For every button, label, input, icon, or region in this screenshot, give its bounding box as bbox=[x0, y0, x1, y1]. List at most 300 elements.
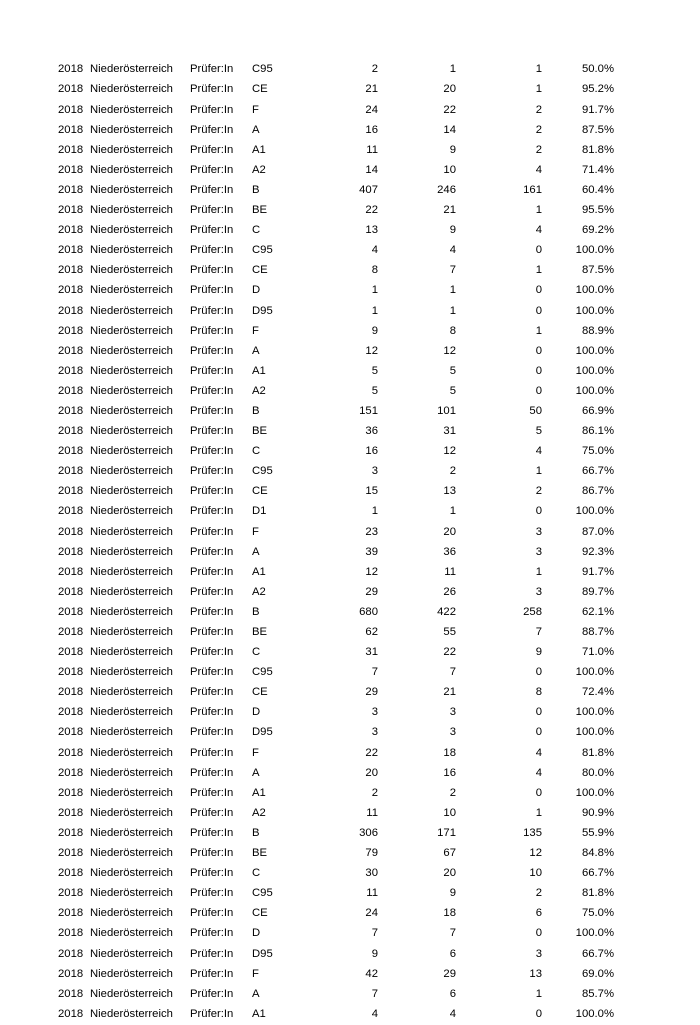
table-row bbox=[58, 1004, 614, 1024]
cell-role: Prüfer:In bbox=[190, 204, 234, 217]
cell-region: Niederösterreich bbox=[90, 947, 173, 960]
cell-pass_rate: 55.9% bbox=[581, 826, 614, 839]
cell-passed: 3 bbox=[449, 706, 456, 719]
cell-total: 4 bbox=[371, 1007, 378, 1020]
cell-role: Prüfer:In bbox=[190, 103, 234, 116]
cell-class: A2 bbox=[252, 806, 266, 819]
cell-region: Niederösterreich bbox=[90, 505, 173, 518]
cell-class: CE bbox=[252, 485, 268, 498]
cell-total: 9 bbox=[371, 324, 378, 337]
cell-region: Niederösterreich bbox=[90, 967, 173, 980]
cell-class: D bbox=[252, 706, 261, 719]
cell-year: 2018 bbox=[58, 143, 84, 156]
cell-class: C bbox=[252, 445, 261, 458]
cell-total: 2 bbox=[371, 63, 378, 76]
cell-pass_rate: 92.3% bbox=[581, 545, 614, 558]
cell-pass_rate: 71.4% bbox=[581, 163, 614, 176]
cell-pass_rate: 91.7% bbox=[581, 565, 614, 578]
cell-pass_rate: 69.2% bbox=[581, 224, 614, 237]
cell-total: 11 bbox=[366, 806, 378, 819]
cell-role: Prüfer:In bbox=[190, 244, 234, 257]
cell-class: A1 bbox=[252, 786, 266, 799]
cell-year: 2018 bbox=[58, 585, 84, 598]
table-row bbox=[58, 60, 614, 80]
cell-region: Niederösterreich bbox=[90, 847, 173, 860]
cell-role: Prüfer:In bbox=[190, 63, 234, 76]
cell-failed: 1 bbox=[535, 565, 542, 578]
cell-class: F bbox=[252, 103, 259, 116]
cell-role: Prüfer:In bbox=[190, 284, 234, 297]
cell-pass_rate: 95.2% bbox=[581, 83, 614, 96]
cell-failed: 2 bbox=[535, 123, 542, 136]
cell-pass_rate: 100.0% bbox=[575, 927, 614, 940]
table-row bbox=[58, 120, 614, 140]
cell-passed: 1 bbox=[449, 63, 456, 76]
table-row bbox=[58, 442, 614, 462]
cell-passed: 9 bbox=[449, 143, 456, 156]
cell-year: 2018 bbox=[58, 766, 84, 779]
cell-role: Prüfer:In bbox=[190, 867, 234, 880]
cell-region: Niederösterreich bbox=[90, 63, 173, 76]
table-row bbox=[58, 382, 614, 402]
cell-pass_rate: 90.9% bbox=[581, 806, 614, 819]
cell-failed: 0 bbox=[535, 786, 542, 799]
cell-class: A2 bbox=[252, 384, 266, 397]
cell-total: 7 bbox=[371, 927, 378, 940]
table-row bbox=[58, 241, 614, 261]
cell-year: 2018 bbox=[58, 204, 84, 217]
cell-role: Prüfer:In bbox=[190, 786, 234, 799]
cell-passed: 246 bbox=[437, 183, 456, 196]
cell-passed: 7 bbox=[449, 666, 456, 679]
cell-year: 2018 bbox=[58, 666, 84, 679]
cell-passed: 31 bbox=[443, 425, 456, 438]
cell-region: Niederösterreich bbox=[90, 344, 173, 357]
cell-passed: 10 bbox=[443, 806, 456, 819]
cell-region: Niederösterreich bbox=[90, 766, 173, 779]
cell-total: 4 bbox=[371, 244, 378, 257]
cell-class: F bbox=[252, 525, 259, 538]
cell-year: 2018 bbox=[58, 445, 84, 458]
cell-failed: 0 bbox=[535, 304, 542, 317]
cell-region: Niederösterreich bbox=[90, 445, 173, 458]
cell-pass_rate: 95.5% bbox=[581, 204, 614, 217]
cell-failed: 0 bbox=[535, 1007, 542, 1020]
cell-pass_rate: 100.0% bbox=[575, 344, 614, 357]
cell-pass_rate: 66.7% bbox=[581, 867, 614, 880]
cell-failed: 7 bbox=[535, 626, 542, 639]
table-row bbox=[58, 824, 614, 844]
cell-failed: 8 bbox=[535, 686, 542, 699]
cell-total: 29 bbox=[365, 686, 378, 699]
cell-passed: 2 bbox=[449, 465, 456, 478]
cell-class: B bbox=[252, 404, 260, 417]
cell-pass_rate: 87.5% bbox=[581, 264, 614, 277]
cell-region: Niederösterreich bbox=[90, 183, 173, 196]
cell-passed: 171 bbox=[437, 826, 456, 839]
cell-region: Niederösterreich bbox=[90, 907, 173, 920]
cell-passed: 8 bbox=[449, 324, 456, 337]
cell-role: Prüfer:In bbox=[190, 947, 234, 960]
cell-total: 16 bbox=[365, 445, 378, 458]
cell-failed: 0 bbox=[535, 344, 542, 357]
cell-pass_rate: 84.8% bbox=[581, 847, 614, 860]
cell-total: 1 bbox=[371, 304, 378, 317]
cell-region: Niederösterreich bbox=[90, 425, 173, 438]
cell-region: Niederösterreich bbox=[90, 163, 173, 176]
cell-total: 15 bbox=[365, 485, 378, 498]
cell-failed: 3 bbox=[535, 525, 542, 538]
cell-total: 22 bbox=[365, 204, 378, 217]
cell-year: 2018 bbox=[58, 746, 84, 759]
table-row bbox=[58, 884, 614, 904]
cell-passed: 18 bbox=[443, 746, 456, 759]
cell-year: 2018 bbox=[58, 726, 84, 739]
cell-passed: 12 bbox=[443, 445, 456, 458]
cell-class: B bbox=[252, 183, 260, 196]
cell-year: 2018 bbox=[58, 605, 84, 618]
cell-year: 2018 bbox=[58, 364, 84, 377]
cell-role: Prüfer:In bbox=[190, 806, 234, 819]
cell-year: 2018 bbox=[58, 244, 84, 257]
cell-passed: 5 bbox=[449, 384, 456, 397]
cell-region: Niederösterreich bbox=[90, 1007, 173, 1020]
cell-year: 2018 bbox=[58, 264, 84, 277]
cell-failed: 4 bbox=[535, 163, 542, 176]
cell-failed: 258 bbox=[523, 605, 542, 618]
cell-total: 42 bbox=[365, 967, 378, 980]
cell-class: D95 bbox=[252, 726, 273, 739]
cell-region: Niederösterreich bbox=[90, 324, 173, 337]
cell-failed: 2 bbox=[535, 143, 542, 156]
cell-class: A bbox=[252, 344, 260, 357]
cell-role: Prüfer:In bbox=[190, 304, 234, 317]
cell-class: C bbox=[252, 646, 261, 659]
cell-total: 30 bbox=[365, 867, 378, 880]
table-row bbox=[58, 181, 614, 201]
cell-year: 2018 bbox=[58, 565, 84, 578]
cell-year: 2018 bbox=[58, 1007, 84, 1020]
cell-pass_rate: 100.0% bbox=[575, 1007, 614, 1020]
cell-class: A1 bbox=[252, 565, 266, 578]
cell-class: F bbox=[252, 746, 259, 759]
cell-failed: 0 bbox=[535, 927, 542, 940]
cell-class: CE bbox=[252, 264, 268, 277]
table-row bbox=[58, 522, 614, 542]
table-row bbox=[58, 301, 614, 321]
cell-failed: 1 bbox=[535, 63, 542, 76]
cell-passed: 3 bbox=[449, 726, 456, 739]
cell-passed: 26 bbox=[443, 585, 456, 598]
cell-total: 3 bbox=[371, 465, 378, 478]
cell-class: BE bbox=[252, 626, 268, 639]
cell-failed: 161 bbox=[523, 183, 542, 196]
cell-year: 2018 bbox=[58, 525, 84, 538]
cell-role: Prüfer:In bbox=[190, 143, 234, 156]
cell-passed: 18 bbox=[443, 907, 456, 920]
cell-class: BE bbox=[252, 204, 268, 217]
cell-failed: 4 bbox=[535, 746, 542, 759]
cell-pass_rate: 81.8% bbox=[581, 143, 614, 156]
cell-year: 2018 bbox=[58, 786, 84, 799]
table-row bbox=[58, 803, 614, 823]
cell-pass_rate: 62.1% bbox=[581, 605, 614, 618]
cell-failed: 10 bbox=[529, 867, 542, 880]
cell-class: D bbox=[252, 284, 261, 297]
cell-role: Prüfer:In bbox=[190, 826, 234, 839]
table-row bbox=[58, 723, 614, 743]
cell-class: A bbox=[252, 123, 260, 136]
cell-passed: 422 bbox=[437, 605, 456, 618]
cell-year: 2018 bbox=[58, 987, 84, 1000]
cell-role: Prüfer:In bbox=[190, 706, 234, 719]
table-row bbox=[58, 763, 614, 783]
cell-total: 7 bbox=[371, 666, 378, 679]
cell-region: Niederösterreich bbox=[90, 143, 173, 156]
cell-pass_rate: 88.9% bbox=[581, 324, 614, 337]
cell-pass_rate: 50.0% bbox=[581, 63, 614, 76]
cell-total: 20 bbox=[365, 766, 378, 779]
cell-role: Prüfer:In bbox=[190, 364, 234, 377]
cell-failed: 9 bbox=[535, 646, 542, 659]
cell-class: CE bbox=[252, 83, 268, 96]
cell-role: Prüfer:In bbox=[190, 565, 234, 578]
cell-region: Niederösterreich bbox=[90, 404, 173, 417]
cell-total: 9 bbox=[371, 947, 378, 960]
cell-role: Prüfer:In bbox=[190, 505, 234, 518]
cell-year: 2018 bbox=[58, 967, 84, 980]
cell-passed: 11 bbox=[444, 565, 456, 578]
cell-year: 2018 bbox=[58, 404, 84, 417]
cell-class: CE bbox=[252, 907, 268, 920]
cell-pass_rate: 100.0% bbox=[575, 666, 614, 679]
cell-class: C95 bbox=[252, 887, 273, 900]
cell-class: B bbox=[252, 826, 260, 839]
cell-region: Niederösterreich bbox=[90, 304, 173, 317]
cell-region: Niederösterreich bbox=[90, 806, 173, 819]
cell-passed: 14 bbox=[443, 123, 456, 136]
cell-total: 7 bbox=[371, 987, 378, 1000]
cell-total: 39 bbox=[365, 545, 378, 558]
cell-class: D95 bbox=[252, 947, 273, 960]
cell-failed: 3 bbox=[535, 545, 542, 558]
cell-year: 2018 bbox=[58, 545, 84, 558]
table-row bbox=[58, 663, 614, 683]
cell-year: 2018 bbox=[58, 907, 84, 920]
cell-total: 79 bbox=[365, 847, 378, 860]
cell-total: 5 bbox=[371, 364, 378, 377]
cell-pass_rate: 100.0% bbox=[575, 706, 614, 719]
cell-class: D95 bbox=[252, 304, 273, 317]
cell-failed: 12 bbox=[529, 847, 542, 860]
cell-pass_rate: 69.0% bbox=[581, 967, 614, 980]
table-row bbox=[58, 623, 614, 643]
cell-failed: 6 bbox=[535, 907, 542, 920]
cell-passed: 10 bbox=[443, 163, 456, 176]
cell-failed: 2 bbox=[535, 103, 542, 116]
cell-region: Niederösterreich bbox=[90, 204, 173, 217]
cell-year: 2018 bbox=[58, 324, 84, 337]
cell-role: Prüfer:In bbox=[190, 1007, 234, 1020]
cell-passed: 1 bbox=[449, 304, 456, 317]
table-row bbox=[58, 221, 614, 241]
cell-role: Prüfer:In bbox=[190, 344, 234, 357]
cell-passed: 22 bbox=[443, 646, 456, 659]
cell-year: 2018 bbox=[58, 183, 84, 196]
cell-role: Prüfer:In bbox=[190, 927, 234, 940]
cell-region: Niederösterreich bbox=[90, 485, 173, 498]
cell-year: 2018 bbox=[58, 163, 84, 176]
cell-failed: 0 bbox=[535, 384, 542, 397]
cell-region: Niederösterreich bbox=[90, 867, 173, 880]
statistics-table bbox=[58, 60, 614, 1025]
cell-year: 2018 bbox=[58, 63, 84, 76]
cell-class: D bbox=[252, 927, 261, 940]
cell-passed: 21 bbox=[443, 204, 456, 217]
cell-region: Niederösterreich bbox=[90, 284, 173, 297]
cell-passed: 1 bbox=[449, 284, 456, 297]
cell-role: Prüfer:In bbox=[190, 847, 234, 860]
cell-class: BE bbox=[252, 847, 268, 860]
cell-total: 11 bbox=[366, 887, 378, 900]
cell-class: A bbox=[252, 545, 260, 558]
cell-year: 2018 bbox=[58, 867, 84, 880]
cell-failed: 0 bbox=[535, 244, 542, 257]
cell-passed: 29 bbox=[443, 967, 456, 980]
cell-role: Prüfer:In bbox=[190, 485, 234, 498]
cell-year: 2018 bbox=[58, 686, 84, 699]
cell-year: 2018 bbox=[58, 927, 84, 940]
table-row bbox=[58, 361, 614, 381]
cell-passed: 67 bbox=[443, 847, 456, 860]
table-body bbox=[58, 60, 614, 1025]
cell-failed: 1 bbox=[535, 83, 542, 96]
cell-year: 2018 bbox=[58, 224, 84, 237]
cell-role: Prüfer:In bbox=[190, 83, 234, 96]
cell-total: 13 bbox=[365, 224, 378, 237]
cell-total: 31 bbox=[365, 646, 378, 659]
cell-pass_rate: 81.8% bbox=[581, 746, 614, 759]
table-row bbox=[58, 100, 614, 120]
cell-passed: 6 bbox=[449, 947, 456, 960]
cell-total: 3 bbox=[371, 726, 378, 739]
cell-total: 11 bbox=[366, 143, 378, 156]
cell-role: Prüfer:In bbox=[190, 384, 234, 397]
cell-failed: 4 bbox=[535, 445, 542, 458]
cell-region: Niederösterreich bbox=[90, 224, 173, 237]
cell-total: 407 bbox=[359, 183, 378, 196]
cell-year: 2018 bbox=[58, 103, 84, 116]
cell-passed: 9 bbox=[449, 887, 456, 900]
cell-failed: 3 bbox=[535, 947, 542, 960]
cell-failed: 50 bbox=[529, 404, 542, 417]
cell-region: Niederösterreich bbox=[90, 565, 173, 578]
cell-class: C95 bbox=[252, 63, 273, 76]
table-row bbox=[58, 422, 614, 442]
cell-year: 2018 bbox=[58, 384, 84, 397]
cell-region: Niederösterreich bbox=[90, 83, 173, 96]
cell-passed: 4 bbox=[449, 244, 456, 257]
cell-class: A1 bbox=[252, 1007, 266, 1020]
cell-class: A1 bbox=[252, 364, 266, 377]
cell-year: 2018 bbox=[58, 485, 84, 498]
cell-region: Niederösterreich bbox=[90, 525, 173, 538]
cell-passed: 22 bbox=[443, 103, 456, 116]
cell-region: Niederösterreich bbox=[90, 987, 173, 1000]
cell-year: 2018 bbox=[58, 505, 84, 518]
cell-passed: 20 bbox=[443, 83, 456, 96]
cell-total: 12 bbox=[365, 565, 378, 578]
cell-passed: 101 bbox=[437, 404, 456, 417]
cell-pass_rate: 100.0% bbox=[575, 726, 614, 739]
cell-class: A bbox=[252, 766, 260, 779]
cell-total: 21 bbox=[365, 83, 378, 96]
cell-total: 5 bbox=[371, 384, 378, 397]
cell-region: Niederösterreich bbox=[90, 626, 173, 639]
table-row bbox=[58, 984, 614, 1004]
cell-total: 36 bbox=[365, 425, 378, 438]
cell-failed: 1 bbox=[535, 987, 542, 1000]
cell-role: Prüfer:In bbox=[190, 605, 234, 618]
cell-year: 2018 bbox=[58, 887, 84, 900]
cell-region: Niederösterreich bbox=[90, 585, 173, 598]
cell-pass_rate: 100.0% bbox=[575, 284, 614, 297]
cell-role: Prüfer:In bbox=[190, 183, 234, 196]
cell-year: 2018 bbox=[58, 123, 84, 136]
cell-role: Prüfer:In bbox=[190, 264, 234, 277]
table-row bbox=[58, 281, 614, 301]
cell-failed: 0 bbox=[535, 666, 542, 679]
cell-year: 2018 bbox=[58, 626, 84, 639]
cell-region: Niederösterreich bbox=[90, 264, 173, 277]
cell-role: Prüfer:In bbox=[190, 766, 234, 779]
cell-role: Prüfer:In bbox=[190, 907, 234, 920]
cell-role: Prüfer:In bbox=[190, 646, 234, 659]
cell-failed: 5 bbox=[535, 425, 542, 438]
cell-pass_rate: 100.0% bbox=[575, 244, 614, 257]
table-row bbox=[58, 482, 614, 502]
table-row bbox=[58, 964, 614, 984]
table-row bbox=[58, 944, 614, 964]
cell-pass_rate: 88.7% bbox=[581, 626, 614, 639]
cell-role: Prüfer:In bbox=[190, 686, 234, 699]
cell-region: Niederösterreich bbox=[90, 746, 173, 759]
cell-year: 2018 bbox=[58, 83, 84, 96]
cell-failed: 3 bbox=[535, 585, 542, 598]
cell-failed: 2 bbox=[535, 485, 542, 498]
cell-total: 680 bbox=[359, 605, 378, 618]
cell-failed: 0 bbox=[535, 364, 542, 377]
cell-role: Prüfer:In bbox=[190, 445, 234, 458]
cell-year: 2018 bbox=[58, 646, 84, 659]
cell-passed: 20 bbox=[443, 867, 456, 880]
cell-role: Prüfer:In bbox=[190, 726, 234, 739]
cell-role: Prüfer:In bbox=[190, 987, 234, 1000]
cell-failed: 0 bbox=[535, 726, 542, 739]
cell-total: 23 bbox=[365, 525, 378, 538]
table-row bbox=[58, 321, 614, 341]
cell-region: Niederösterreich bbox=[90, 706, 173, 719]
cell-class: F bbox=[252, 324, 259, 337]
cell-year: 2018 bbox=[58, 826, 84, 839]
cell-region: Niederösterreich bbox=[90, 726, 173, 739]
cell-role: Prüfer:In bbox=[190, 967, 234, 980]
table-row bbox=[58, 562, 614, 582]
cell-pass_rate: 75.0% bbox=[581, 445, 614, 458]
table-row bbox=[58, 904, 614, 924]
cell-passed: 13 bbox=[443, 485, 456, 498]
cell-total: 14 bbox=[365, 163, 378, 176]
